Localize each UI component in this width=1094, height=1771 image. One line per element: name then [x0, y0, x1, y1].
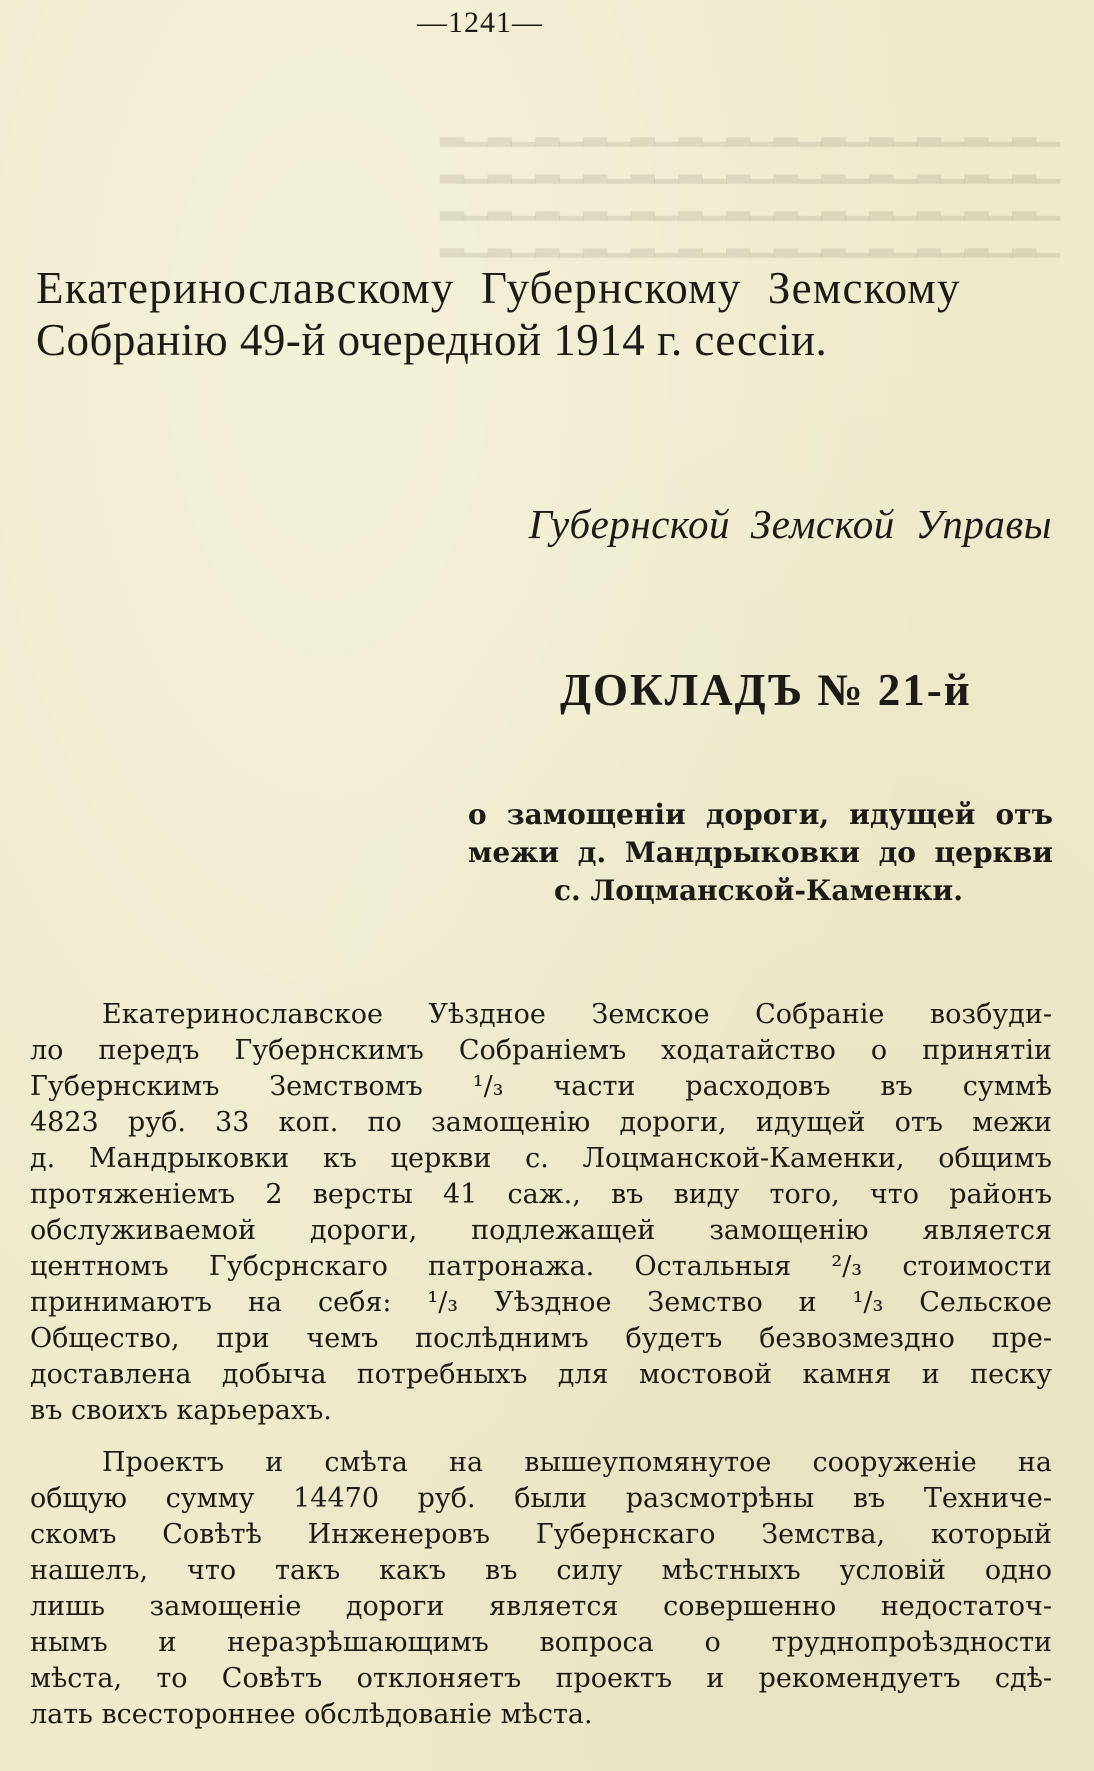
- paragraph-line: Екатеринославское Уѣздное Земское Собраніе возбуди-: [102, 999, 1052, 1030]
- paragraph-line: доставлена добыча потребныхъ для мостовой камня и песку: [30, 1359, 1052, 1390]
- paragraph-line: Губернскимъ Земствомъ ¹/₃ части расходовъ въ суммѣ: [30, 1071, 1052, 1102]
- paragraph-line: принимаютъ на себя: ¹/₃ Уѣздное Земство и ¹/₃ Сельское: [30, 1287, 1052, 1318]
- paragraph-line: мѣста, то Совѣтъ отклоняетъ проектъ и рекомендуетъ сдѣ-: [30, 1663, 1052, 1694]
- document-title: [36, 262, 1056, 366]
- report-heading: ДОКЛАДЪ № 21-й: [560, 665, 972, 715]
- title-line-1: Екатеринославскому Губернскому Земскому: [36, 263, 961, 313]
- paragraph-line: обслуживаемой дороги, подлежащей замощенію является: [30, 1215, 1052, 1246]
- subject-line-1: о замощеніи дороги, идущей отъ: [468, 798, 1053, 831]
- title-line-2: Собранію 49-й очередной 1914 г. сессіи.: [36, 315, 828, 365]
- paragraph-line: нашелъ, что такъ какъ въ силу мѣстныхъ условій одно: [30, 1555, 1052, 1586]
- issuing-authority: Губернской Земской Управы: [528, 501, 1052, 547]
- paragraph-line: д. Мандрыковки къ церкви с. Лоцманской-Каменки, общимъ: [30, 1143, 1052, 1174]
- paragraph-line: лать всестороннее обслѣдованіе мѣста.: [30, 1699, 593, 1730]
- page-number: —1241—: [417, 6, 543, 39]
- paragraph-line: въ своихъ карьерахъ.: [30, 1395, 332, 1426]
- paragraph-line: протяженіемъ 2 версты 41 саж., въ виду того, что районъ: [30, 1179, 1052, 1210]
- body-paragraph-1: [30, 997, 1052, 1429]
- paragraph-line: Проектъ и смѣта на вышеупомянутое сооруженіе на: [102, 1447, 1052, 1478]
- paragraph-line: лишь замощеніе дороги является совершенно недостаточ-: [30, 1591, 1052, 1622]
- paragraph-line: скомъ Совѣтѣ Инженеровъ Губернскаго Земства, который: [30, 1519, 1052, 1550]
- report-subject: [468, 796, 1053, 910]
- paragraph-line: центномъ Губсрнскаго патронажа. Остальныя ²/₃ стоимости: [30, 1251, 1052, 1282]
- subject-line-2: межи д. Мандрыковки до церкви: [468, 836, 1053, 869]
- paragraph-line: нымъ и неразрѣшающимъ вопроса о труднопроѣздности: [30, 1627, 1052, 1658]
- paragraph-line: 4823 руб. 33 коп. по замощенію дороги, идущей отъ межи: [30, 1107, 1052, 1138]
- paragraph-line: общую сумму 14470 руб. были разсмотрѣны въ Техниче-: [30, 1483, 1052, 1514]
- body-paragraph-2: [30, 1445, 1052, 1733]
- paragraph-line: ло передъ Губернскимъ Собраніемъ ходатайство о принятіи: [30, 1035, 1052, 1066]
- paragraph-line: Общество, при чемъ послѣднимъ будетъ безвозмездно пре-: [30, 1323, 1052, 1354]
- reverse-side-show-through: ▁▂▁▂▁▂▁▂▁▂▁▂▁▂▁▂▁▂▁▂▁▂▁▂▁▂ ▁▂▁▂▁▂▁▂▁▂▁▂▁▂▁▂▁▂▁▂▁▂▁▂▁▂ ▁▂▁▂▁▂▁▂▁▂▁▂▁▂▁▂▁▂▁▂▁▂▁▂▁▂ ▁▂▁▂▁▂▁▂▁▂▁▂▁▂▁▂▁▂▁▂▁▂▁▂▁▂: [440, 111, 1060, 257]
- subject-line-3: с. Лоцманской-Каменки.: [554, 874, 963, 907]
